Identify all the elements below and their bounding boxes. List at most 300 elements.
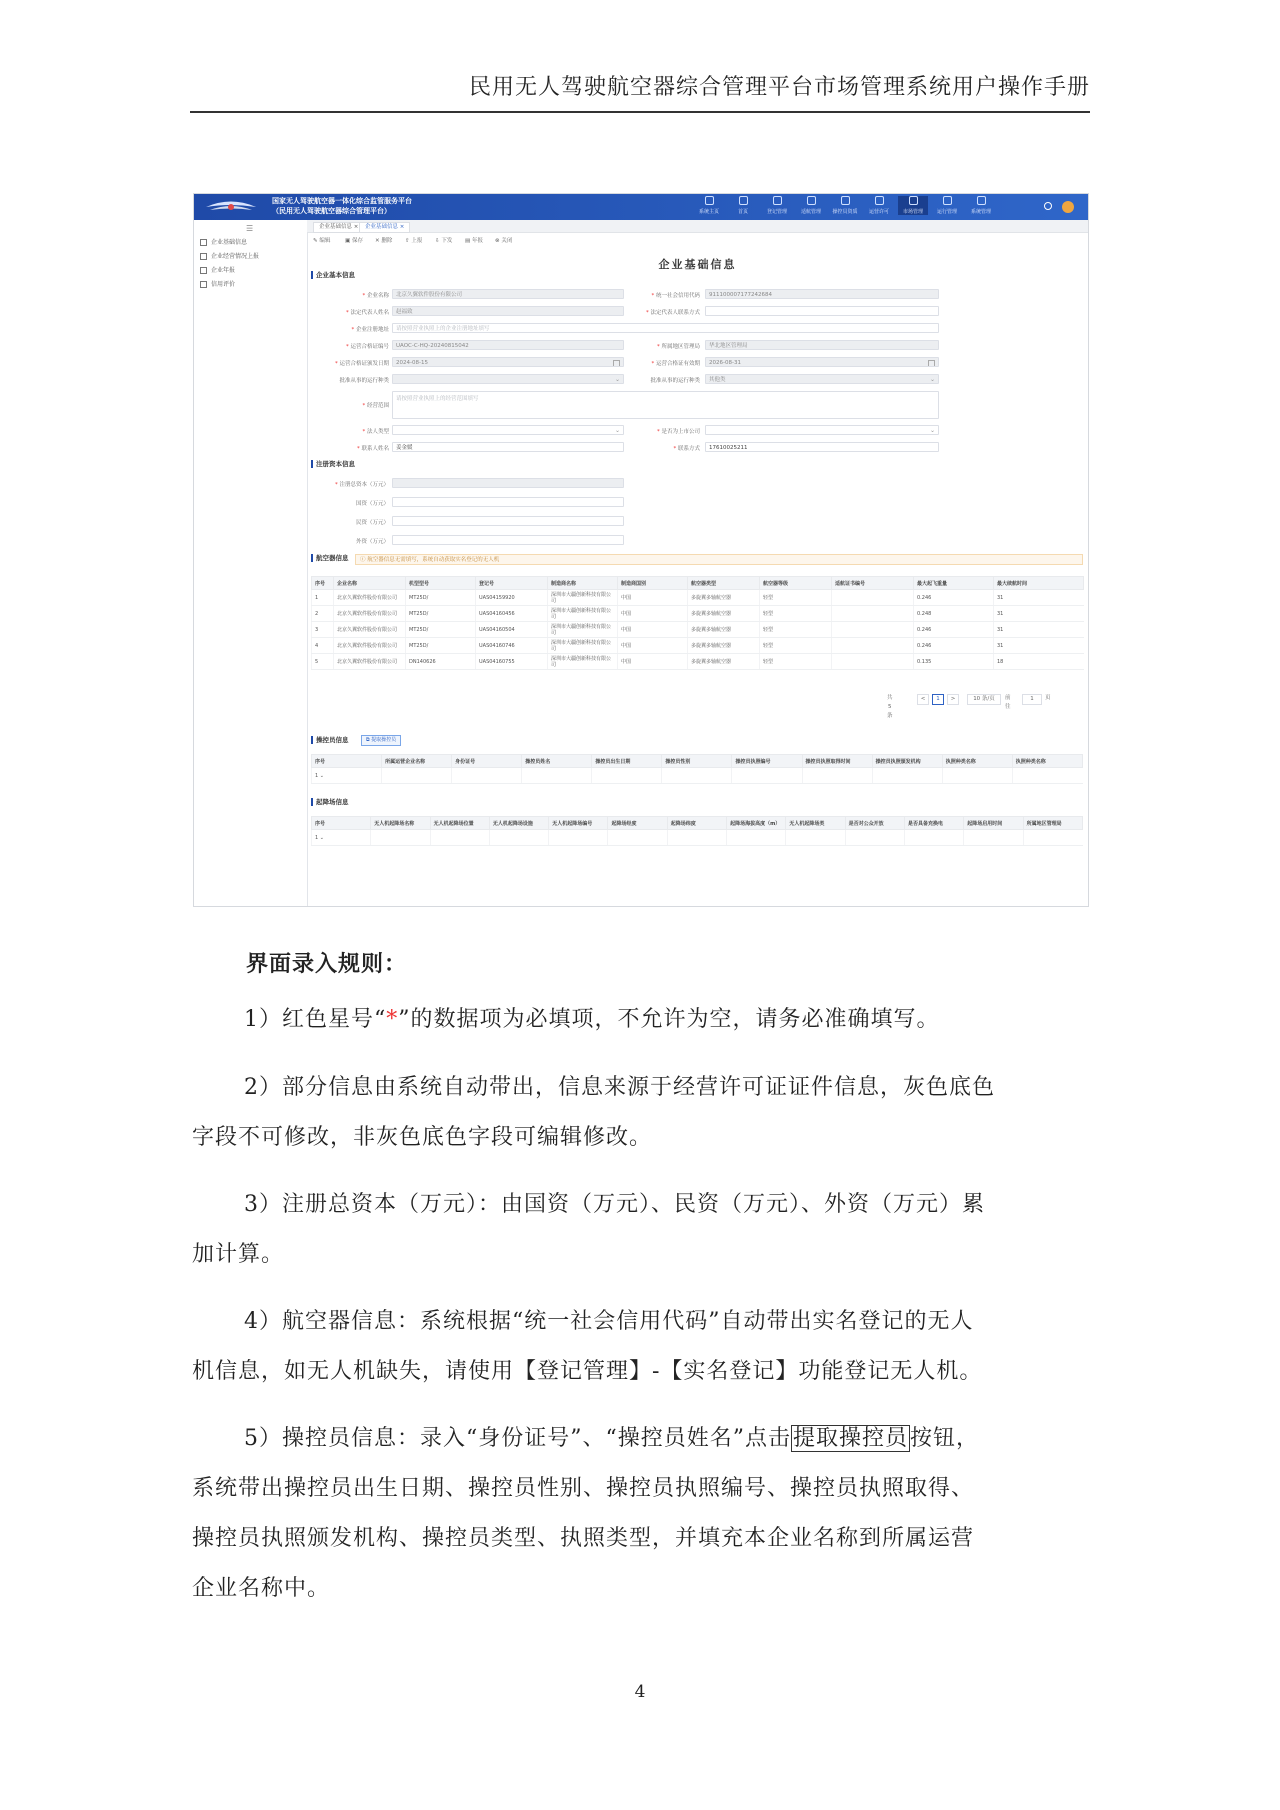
column-header: 起降场海拔高度（m） xyxy=(727,817,786,830)
table-cell xyxy=(832,622,914,638)
column-header: 操控员执照颁发机构 xyxy=(872,755,942,768)
table-row[interactable] xyxy=(312,768,1083,784)
column-header: 起降场经度 xyxy=(608,817,667,830)
table-cell: MT25D/ xyxy=(406,622,476,638)
register-icon xyxy=(773,196,782,205)
table-cell[interactable] xyxy=(452,768,522,784)
table-cell[interactable] xyxy=(430,830,489,846)
rule-5 xyxy=(192,1414,1082,1614)
edit-button[interactable]: ✎ 编辑 xyxy=(313,238,331,244)
extract-operator-reference: 提取操控员 xyxy=(793,1426,909,1451)
airfield-table xyxy=(311,816,1083,846)
table-cell: 0.246 xyxy=(914,638,994,654)
table-cell: 0.246 xyxy=(914,590,994,606)
extract-operator-label: 提取操控员 xyxy=(371,737,397,743)
required-star-icon: * xyxy=(362,403,367,409)
column-header: 无人机起降场编号 xyxy=(549,817,608,830)
label-text: 法定代表人联系方式 xyxy=(650,310,700,316)
table-row[interactable] xyxy=(312,606,1084,622)
rule-1-text-a: 1）红色星号“ xyxy=(244,1007,387,1032)
column-header: 序号 xyxy=(312,577,334,590)
table-cell: UAS04160755 xyxy=(476,654,548,670)
rule-3-line-2: 加计算。 xyxy=(192,1242,285,1267)
nav-item-index[interactable] xyxy=(728,196,758,215)
column-header: 是否对公众开放 xyxy=(845,817,904,830)
nav-item-market[interactable] xyxy=(898,196,928,215)
column-header: 航空器等级 xyxy=(760,577,832,590)
label-text: 法人类型 xyxy=(366,429,389,435)
address-placeholder: 请按照营业执照上的企业注册地址填写 xyxy=(396,326,490,332)
section-airfield: 起降场信息 xyxy=(311,798,349,806)
table-cell[interactable] xyxy=(662,768,732,784)
column-header: 执照种类名称 xyxy=(1012,755,1082,768)
table-cell: 多旋翼多轴航空器 xyxy=(688,622,760,638)
pager-page-1[interactable]: 1 xyxy=(932,694,944,705)
column-header: 最大续航时间 xyxy=(994,577,1084,590)
label-text: 法定代表人姓名 xyxy=(350,310,389,316)
table-cell[interactable] xyxy=(382,768,452,784)
table-cell[interactable] xyxy=(1023,830,1082,846)
nav-label: 操控员资质 xyxy=(832,209,858,215)
sidebar-item-business-report[interactable] xyxy=(200,251,259,260)
required-star-icon: * xyxy=(334,482,340,488)
table-cell: 中国 xyxy=(618,654,688,670)
label-text: 注册总资本（万元） xyxy=(339,482,389,488)
required-star-icon: * xyxy=(362,429,367,435)
rule-5-line-2: 系统带出操控员出生日期、操控员性别、操控员执照编号、操控员执照取得、 xyxy=(192,1476,975,1501)
table-cell: 31 xyxy=(994,622,1084,638)
aircraft-table xyxy=(311,576,1084,670)
required-star-icon: * xyxy=(356,446,362,452)
pager-goto-input[interactable]: 1 xyxy=(1022,694,1042,705)
required-star-icon: * xyxy=(651,293,656,299)
contact-phone-field[interactable]: 17610025211 xyxy=(705,442,939,452)
column-header: 所属运营企业名称 xyxy=(382,755,452,768)
menu-collapse-icon[interactable]: ☰ xyxy=(246,224,254,233)
issue-date-label xyxy=(317,359,389,367)
column-header: 身份证号 xyxy=(452,755,522,768)
table-cell: 北京久翼软件股份有限公司 xyxy=(334,638,406,654)
rule-1-star: * xyxy=(386,1007,399,1032)
table-cell[interactable] xyxy=(964,830,1023,846)
cert-no-label xyxy=(317,342,389,350)
table-cell: UAS04160456 xyxy=(476,606,548,622)
biz-scope-field[interactable] xyxy=(392,391,939,419)
license-icon xyxy=(875,196,884,205)
nav-label: 系统管理 xyxy=(970,209,991,215)
table-cell: 31 xyxy=(994,638,1084,654)
avatar[interactable] xyxy=(1062,201,1074,213)
delete-label: 删除 xyxy=(381,238,393,244)
column-header: 制造商名称 xyxy=(548,577,618,590)
table-cell: 轻型 xyxy=(760,638,832,654)
address-field[interactable] xyxy=(392,323,939,333)
edit-label: 编辑 xyxy=(319,238,331,244)
region-field: 华北地区管理局 xyxy=(705,340,939,350)
annual-label: 年报 xyxy=(471,238,483,244)
nav-label: 市场管理 xyxy=(902,209,923,215)
tab-bar xyxy=(307,220,1088,233)
contact-name-field[interactable]: 姜金媛 xyxy=(392,442,624,452)
biz-scope-label xyxy=(317,401,389,409)
upload-button[interactable]: ⇧ 上报 xyxy=(405,238,423,244)
table-row[interactable] xyxy=(312,654,1084,670)
credit-code-field: 911100007177242684 xyxy=(705,289,939,299)
table-cell: 中国 xyxy=(618,622,688,638)
column-header: 无人机起降场名称 xyxy=(371,817,430,830)
rule-4-line-2: 机信息，如无人机缺失，请使用【登记管理】-【实名登记】功能登记无人机。 xyxy=(192,1359,983,1384)
rule-2 xyxy=(192,1063,1082,1163)
address-label xyxy=(317,325,389,333)
page-number: 4 xyxy=(634,1682,646,1702)
table-cell[interactable] xyxy=(845,830,904,846)
home-icon xyxy=(705,196,714,205)
section-aircraft: 航空器信息 xyxy=(311,554,349,562)
legal-rep-contact-label xyxy=(632,308,700,316)
table-row[interactable] xyxy=(312,638,1084,654)
pilot-icon xyxy=(841,196,850,205)
capital-total-label xyxy=(317,480,389,488)
delete-button[interactable]: ✕ 删除 xyxy=(375,238,393,244)
approved-scope-label: 批准从事的运行种类 xyxy=(650,378,700,384)
chevron-down-icon: ⌄ xyxy=(614,427,620,434)
table-cell[interactable] xyxy=(592,768,662,784)
table-cell[interactable] xyxy=(732,768,802,784)
table-cell: UAS04160504 xyxy=(476,622,548,638)
legal-rep-contact-field[interactable] xyxy=(705,306,939,316)
table-cell: 31 xyxy=(994,606,1084,622)
rule-1 xyxy=(192,995,1082,1045)
column-header: 企业名称 xyxy=(334,577,406,590)
table-cell: 1 ⌄ xyxy=(312,768,382,784)
sidebar-item-label: 信用评价 xyxy=(211,281,236,288)
table-row[interactable] xyxy=(312,590,1084,606)
pager-goto-label: 前往 xyxy=(1005,695,1011,710)
nav-label: 首页 xyxy=(737,209,748,215)
aircraft-notice-text: 航空器信息无需填写，系统自动获取实名登记的无人机 xyxy=(367,557,500,563)
issue-button[interactable]: ⇩ 下发 xyxy=(435,238,453,244)
table-cell: 多旋翼多轴航空器 xyxy=(688,638,760,654)
table-cell[interactable] xyxy=(371,830,430,846)
app-subtitle: （民用无人驾驶航空器综合管理平台） xyxy=(272,207,391,215)
legal-rep-label xyxy=(317,308,389,316)
nav-label: 运行管理 xyxy=(936,209,957,215)
region-label xyxy=(632,342,700,350)
table-cell[interactable] xyxy=(802,768,872,784)
header-divider xyxy=(190,111,1090,113)
table-cell: DN140626 xyxy=(406,654,476,670)
required-star-icon: * xyxy=(656,344,662,350)
nav-item-license[interactable] xyxy=(864,196,894,215)
table-cell: 2 xyxy=(312,606,334,622)
table-cell: 轻型 xyxy=(760,622,832,638)
column-header: 操控员执照编号 xyxy=(732,755,802,768)
table-cell: 3 xyxy=(312,622,334,638)
sidebar-item-annual-report[interactable] xyxy=(200,265,235,274)
column-header: 机型型号 xyxy=(406,577,476,590)
approved-type-label: 批准从事的运行种类 xyxy=(339,378,389,384)
credit-icon xyxy=(200,281,207,288)
calendar-icon xyxy=(928,360,935,367)
sidebar-item-label: 企业年报 xyxy=(211,267,236,274)
capital-state-field[interactable] xyxy=(392,497,624,507)
column-header: 序号 xyxy=(312,817,371,830)
legal-type-select[interactable] xyxy=(392,425,624,435)
table-cell: 18 xyxy=(994,654,1084,670)
section-basic-info: 企业基本信息 xyxy=(311,271,355,279)
table-cell: 中国 xyxy=(618,590,688,606)
table-cell: 中国 xyxy=(618,638,688,654)
table-cell: UAS04159920 xyxy=(476,590,548,606)
extract-operator-button[interactable]: ⧉ 提取操控员 xyxy=(361,735,401,746)
column-header: 登记号 xyxy=(476,577,548,590)
table-cell[interactable] xyxy=(608,830,667,846)
nav-label: 系统主页 xyxy=(698,209,719,215)
column-header: 所属地区管理局 xyxy=(1023,817,1082,830)
column-header: 操控员执照取得时间 xyxy=(802,755,872,768)
section-operator: 操控员信息 xyxy=(311,736,349,744)
column-header: 无人机起降场设施 xyxy=(489,817,548,830)
rule-4-line-1: 4）航空器信息：系统根据“统一社会信用代码”自动带出实名登记的无人 xyxy=(244,1309,974,1334)
required-star-icon: * xyxy=(334,361,340,367)
table-cell: 北京久翼软件股份有限公司 xyxy=(334,654,406,670)
chevron-down-icon: ⌄ xyxy=(929,376,935,383)
label-text: 所属地区管理局 xyxy=(661,344,700,350)
label-text: 联系方式 xyxy=(677,446,700,452)
column-header: 操控员性别 xyxy=(662,755,732,768)
approved-scope-field xyxy=(705,374,939,384)
nav-item-pilot[interactable] xyxy=(830,196,860,215)
capital-foreign-field[interactable] xyxy=(392,535,624,545)
operation-icon xyxy=(943,196,952,205)
column-header: 无人机起降场位置 xyxy=(430,817,489,830)
column-header: 航空器类型 xyxy=(688,577,760,590)
approved-type-field xyxy=(392,374,624,384)
rule-5-text-a: 5）操控员信息：录入“身份证号”、“操控员姓名”点击 xyxy=(244,1426,791,1451)
required-star-icon: * xyxy=(656,429,662,435)
app-topbar xyxy=(194,194,1088,220)
table-cell: 深圳市大疆创新科技有限公司 xyxy=(548,622,618,638)
upload-label: 上报 xyxy=(411,238,423,244)
table-cell[interactable] xyxy=(872,768,942,784)
aircraft-notice: ⓘ 航空器信息无需填写，系统自动获取实名登记的无人机 xyxy=(355,554,1083,565)
nav-label: 适航管理 xyxy=(800,209,821,215)
table-cell: MT25D/ xyxy=(406,638,476,654)
column-header: 起降场启用时间 xyxy=(964,817,1023,830)
listed-select[interactable] xyxy=(705,425,939,435)
label-text: 经营范围 xyxy=(366,403,389,409)
rules-title: 界面录入规则： xyxy=(246,951,408,977)
table-row[interactable] xyxy=(312,830,1083,846)
table-cell: 深圳市大疆创新科技有限公司 xyxy=(548,606,618,622)
document-header: 民用无人驾驶航空器综合管理平台市场管理系统用户操作手册 xyxy=(468,75,1090,100)
table-cell[interactable] xyxy=(942,768,1012,784)
table-cell[interactable] xyxy=(904,830,963,846)
section-capital: 注册资本信息 xyxy=(311,460,355,468)
required-star-icon: * xyxy=(362,293,367,299)
legal-type-label xyxy=(317,427,389,435)
capital-state-label: 国资（万元） xyxy=(355,501,389,507)
nav-label: 登记管理 xyxy=(766,209,787,215)
nav-label: 运营许可 xyxy=(868,209,889,215)
table-cell: MT25D/ xyxy=(406,590,476,606)
pager-unit: 页 xyxy=(1045,695,1051,701)
tab-company-info-2[interactable]: 企业基础信息 × xyxy=(359,222,410,233)
pager-total: 共 5 条 xyxy=(887,695,893,719)
cert-no-field: UAOC-C-HQ-20240815042 xyxy=(392,340,624,350)
table-cell: 北京久翼软件股份有限公司 xyxy=(334,622,406,638)
table-cell: 轻型 xyxy=(760,590,832,606)
column-header: 序号 xyxy=(312,755,382,768)
table-cell: 深圳市大疆创新科技有限公司 xyxy=(548,590,618,606)
plane-icon xyxy=(807,196,816,205)
rule-3-line-1: 3）注册总资本（万元）：由国资（万元）、民资（万元）、外资（万元）累 xyxy=(244,1192,985,1217)
main-form xyxy=(307,246,1088,906)
issue-label: 下发 xyxy=(441,238,453,244)
rule-2-line-2: 字段不可修改，非灰色底色字段可编辑修改。 xyxy=(192,1125,653,1150)
capital-private-field[interactable] xyxy=(392,516,624,526)
annual-button[interactable]: ▤ 年报 xyxy=(465,238,483,244)
nav-item-registration[interactable] xyxy=(762,196,792,215)
table-cell xyxy=(832,654,914,670)
column-header: 执照种类名称 xyxy=(942,755,1012,768)
nav-item-system[interactable] xyxy=(966,196,996,215)
sidebar-item-credit[interactable] xyxy=(200,279,235,288)
rule-5-text-b: 按钮， xyxy=(910,1426,980,1451)
table-cell: 轻型 xyxy=(760,606,832,622)
label-text: 是否为上市公司 xyxy=(661,429,700,435)
table-cell: 深圳市大疆创新科技有限公司 xyxy=(548,638,618,654)
chevron-down-icon: ⌄ xyxy=(614,376,620,383)
column-header: 制造商国别 xyxy=(618,577,688,590)
table-cell: 31 xyxy=(994,590,1084,606)
table-cell[interactable] xyxy=(667,830,726,846)
listed-label xyxy=(632,427,700,435)
save-label: 保存 xyxy=(351,238,363,244)
valid-until-field xyxy=(705,357,939,367)
table-cell: 4 xyxy=(312,638,334,654)
label-text: 运营合格证编号 xyxy=(350,344,389,350)
column-header: 操控员出生日期 xyxy=(592,755,662,768)
pager-next-button[interactable]: > xyxy=(947,694,959,705)
table-cell: 中国 xyxy=(618,606,688,622)
table-cell: UAS04160746 xyxy=(476,638,548,654)
rule-5-line-4: 企业名称中。 xyxy=(192,1576,331,1601)
column-header: 起降场纬度 xyxy=(667,817,726,830)
top-nav xyxy=(694,196,1000,215)
close-label: 关闭 xyxy=(501,238,513,244)
column-header: 最大起飞重量 xyxy=(914,577,994,590)
table-cell[interactable] xyxy=(786,830,845,846)
document-icon xyxy=(200,239,207,246)
pager-size-select[interactable]: 10 条/页 xyxy=(967,694,1001,705)
issue-date-value: 2024-08-15 xyxy=(396,360,428,366)
close-button[interactable]: ⊗ 关闭 xyxy=(495,238,513,244)
required-star-icon: * xyxy=(351,327,356,333)
table-cell: MT25D/ xyxy=(406,606,476,622)
table-cell: 多旋翼多轴航空器 xyxy=(688,590,760,606)
label-text: 联系人姓名 xyxy=(361,446,389,452)
operator-table xyxy=(311,754,1083,784)
calendar-icon xyxy=(200,267,207,274)
valid-until-value: 2026-08-31 xyxy=(709,360,741,366)
nav-item-home[interactable] xyxy=(694,196,724,215)
table-cell: 北京久翼软件股份有限公司 xyxy=(334,606,406,622)
column-header: 是否具备充换电 xyxy=(904,817,963,830)
required-star-icon: * xyxy=(345,344,351,350)
rule-5-line-3: 操控员执照颁发机构、操控员类型、执照类型，并填充本企业名称到所属运营 xyxy=(192,1526,975,1551)
table-cell: 北京久翼软件股份有限公司 xyxy=(334,590,406,606)
label-text: 企业注册地址 xyxy=(355,327,389,333)
calendar-icon xyxy=(613,360,620,367)
toolbar xyxy=(307,233,1088,245)
approved-scope-value: 其他类 xyxy=(709,377,726,383)
table-cell: 多旋翼多轴航空器 xyxy=(688,606,760,622)
monitor-icon xyxy=(739,196,748,205)
table-cell xyxy=(832,590,914,606)
capital-private-label: 民资（万元） xyxy=(355,520,389,526)
pager-prev-button[interactable]: < xyxy=(917,694,929,705)
rule-1-text-b: ”的数据项为必填项，不允许为空，请务必准确填写。 xyxy=(398,1007,940,1032)
sidebar-item-company-info[interactable] xyxy=(200,237,247,246)
contact-name-label xyxy=(317,444,389,452)
table-cell xyxy=(832,606,914,622)
label-text: 企业名称 xyxy=(366,293,389,299)
search-icon[interactable] xyxy=(1044,202,1052,210)
table-cell: 0.246 xyxy=(914,622,994,638)
sidebar-item-label: 企业经营情况上报 xyxy=(211,253,260,260)
issue-date-field xyxy=(392,357,624,367)
chevron-down-icon: ⌄ xyxy=(929,427,935,434)
table-cell: 轻型 xyxy=(760,654,832,670)
nav-item-airworthiness[interactable] xyxy=(796,196,826,215)
contact-phone-label xyxy=(632,444,700,452)
app-title: 国家无人驾驶航空器一体化综合监管服务平台 xyxy=(272,197,412,205)
capital-total-field xyxy=(392,478,624,488)
legal-rep-field: 赵福致 xyxy=(392,306,624,316)
table-cell: 深圳市大疆创新科技有限公司 xyxy=(548,654,618,670)
table-cell[interactable] xyxy=(727,830,786,846)
table-cell[interactable] xyxy=(522,768,592,784)
column-header: 操控员姓名 xyxy=(522,755,592,768)
table-cell: 0.135 xyxy=(914,654,994,670)
report-icon xyxy=(200,253,207,260)
capital-foreign-label: 外资（万元） xyxy=(355,539,389,545)
valid-until-label xyxy=(632,359,700,367)
table-cell[interactable] xyxy=(549,830,608,846)
required-star-icon: * xyxy=(673,446,678,452)
required-star-icon: * xyxy=(345,310,351,316)
rule-4 xyxy=(192,1297,1082,1397)
column-header: 适航证书编号 xyxy=(832,577,914,590)
table-row[interactable] xyxy=(312,622,1084,638)
rule-2-line-1: 2）部分信息由系统自动带出，信息来源于经营许可证证件信息，灰色底色 xyxy=(244,1075,995,1100)
caac-logo-icon xyxy=(204,198,258,216)
required-star-icon: * xyxy=(645,310,651,316)
sidebar xyxy=(194,220,308,906)
label-text: 运营合格证有效期 xyxy=(655,361,700,367)
app-screenshot xyxy=(193,193,1089,907)
table-cell[interactable] xyxy=(1012,768,1082,784)
save-button[interactable]: ▣ 保存 xyxy=(345,238,363,244)
sidebar-item-label: 企业基础信息 xyxy=(211,239,248,246)
table-cell: 多旋翼多轴航空器 xyxy=(688,654,760,670)
label-text: 统一社会信用代码 xyxy=(655,293,700,299)
table-cell[interactable] xyxy=(489,830,548,846)
page-title: 企业基础信息 xyxy=(658,258,737,271)
nav-item-operation[interactable] xyxy=(932,196,962,215)
tab-company-info-1[interactable]: 企业基础信息 × xyxy=(313,222,364,233)
